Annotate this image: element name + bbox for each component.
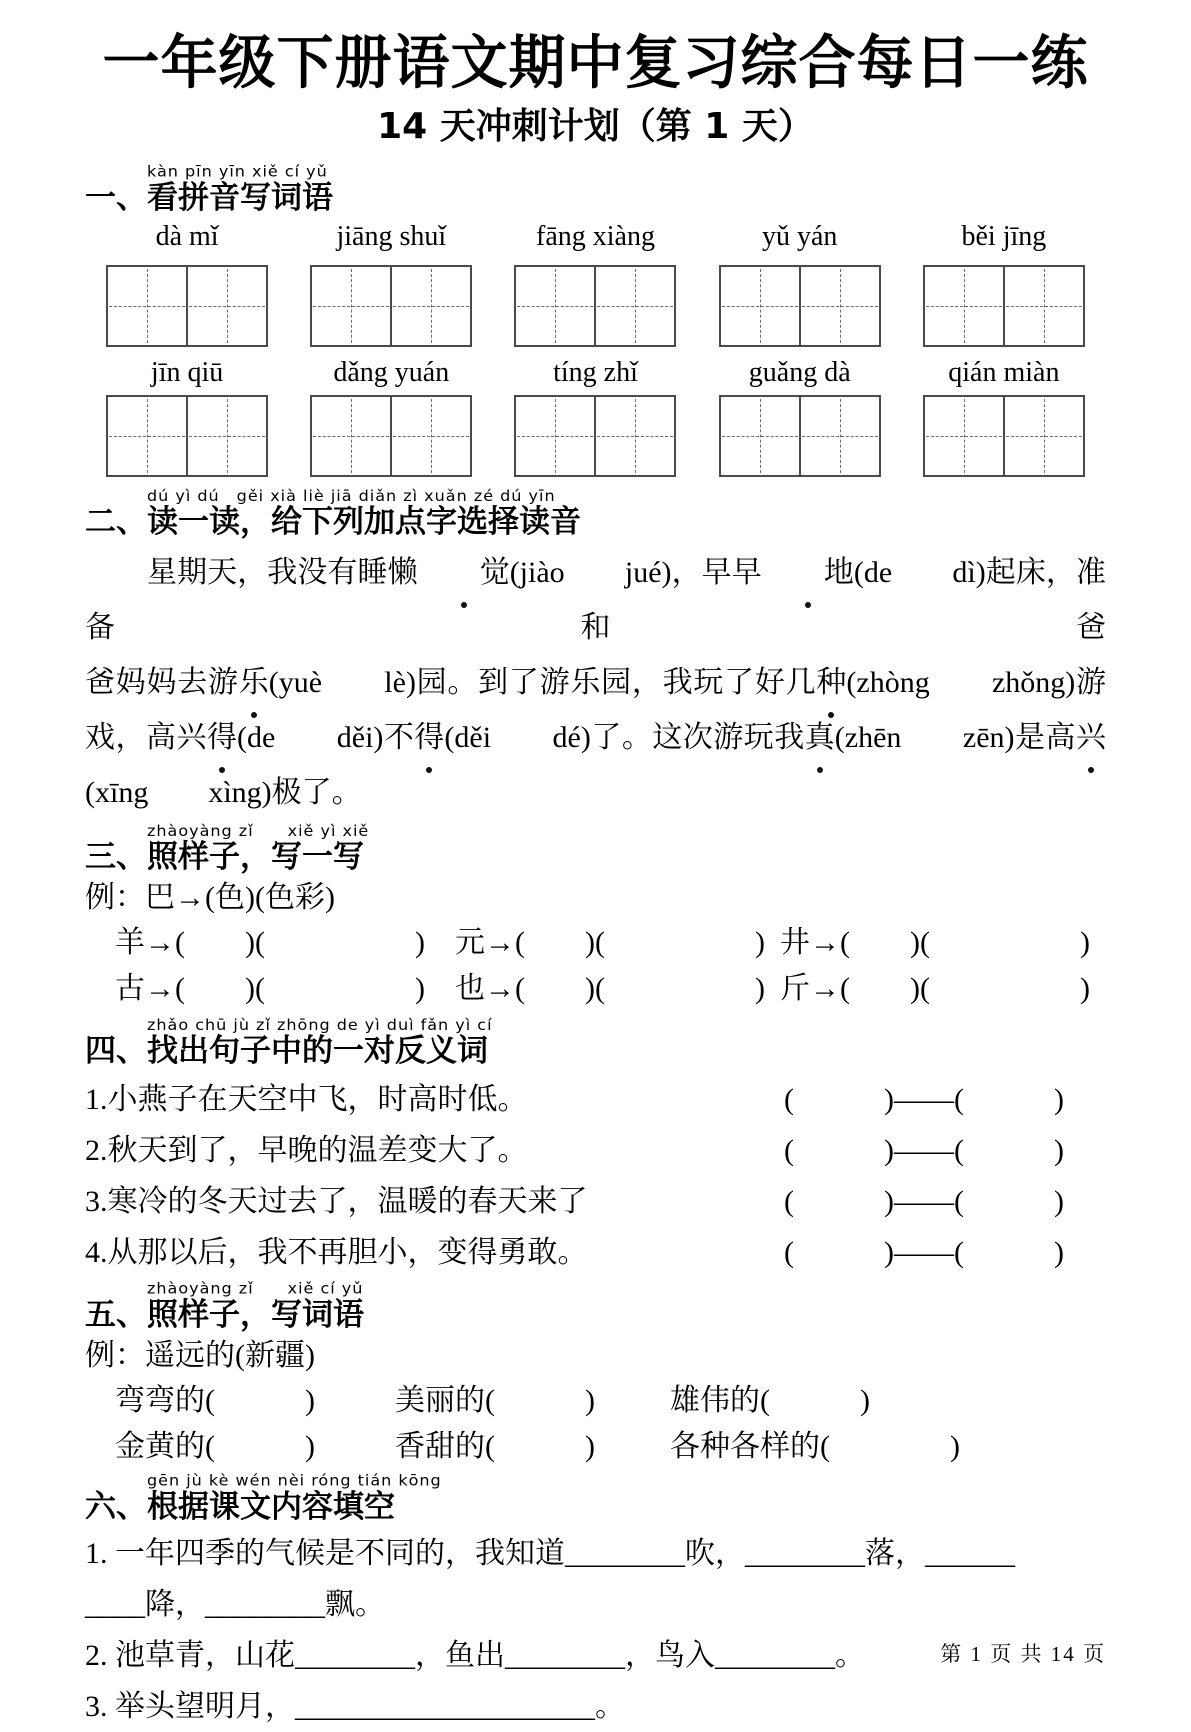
tianzige-cell[interactable] xyxy=(390,267,470,345)
antonym-row xyxy=(85,1074,1106,1125)
pinyin-label: tíng zhǐ xyxy=(553,356,638,388)
section-pinyin: zhàoyàng zǐ xiě yì xiě xyxy=(147,821,370,840)
writing-box-group xyxy=(514,265,676,347)
word-build-row xyxy=(85,966,1106,1012)
section-3-heading xyxy=(85,822,1106,874)
sentence: 4.从那以后，我不再胆小，变得勇敢。 xyxy=(85,1235,588,1269)
dotted-char: 兴 xyxy=(1076,710,1106,765)
fill-in-line: ____降，________飘。 xyxy=(85,1587,385,1621)
dotted-char: 乐 xyxy=(239,655,269,710)
tianzige-cell[interactable] xyxy=(312,267,390,345)
pinyin-label: běi jīng xyxy=(961,220,1047,252)
tianzige-cell[interactable] xyxy=(516,267,594,345)
pinyin-label: jiāng shuǐ xyxy=(336,220,447,252)
section-title: 找出句子中的一对反义词 xyxy=(147,1032,488,1069)
answer-brackets[interactable]: ( )——( ) xyxy=(784,1133,1064,1167)
pinyin-label: qián miàn xyxy=(948,356,1060,388)
section-4-heading xyxy=(85,1016,1106,1068)
pinyin-label: yǔ yán xyxy=(761,220,838,252)
section-title: 看拼音写词语 xyxy=(147,179,333,216)
word-build-item: 也→( )( ) xyxy=(455,971,765,1005)
tianzige-cell[interactable] xyxy=(925,397,1003,475)
tianzige-cell[interactable] xyxy=(108,267,186,345)
dotted-char: 得 xyxy=(207,710,237,765)
section-number: 一、 xyxy=(85,179,147,216)
answer-brackets[interactable]: ( )——( ) xyxy=(784,1082,1064,1116)
section-pinyin: zhàoyàng zǐ xiě cí yǔ xyxy=(147,1279,364,1298)
section-1-heading xyxy=(85,163,1106,215)
section-title: 根据课文内容填空 xyxy=(147,1488,395,1525)
tianzige-cell[interactable] xyxy=(1003,397,1083,475)
tianzige-cell[interactable] xyxy=(186,397,266,475)
dotted-char: 种 xyxy=(816,655,846,710)
section-title: 照样子，写一写 xyxy=(147,838,364,875)
section-number: 六、 xyxy=(85,1488,147,1525)
fill-in-line: 2. 池草青，山花________，鱼出________，鸟入________。 xyxy=(85,1638,865,1672)
dotted-char: 得 xyxy=(414,710,444,765)
tianzige-cell[interactable] xyxy=(312,397,390,475)
page-number: 第 1 页 共 14 页 xyxy=(940,1642,1106,1666)
dotted-char: 真 xyxy=(805,710,835,765)
section-5-heading xyxy=(85,1280,1106,1332)
tianzige-cell[interactable] xyxy=(925,267,1003,345)
page-title: 一年级下册语文期中复习综合每日一练 xyxy=(102,29,1089,97)
writing-boxes-row-2 xyxy=(85,395,1106,477)
tianzige-cell[interactable] xyxy=(721,397,799,475)
phrase-item: 雄伟的( ) xyxy=(670,1383,870,1417)
writing-box-group xyxy=(310,265,472,347)
word-build-item: 斤→( )( ) xyxy=(780,971,1090,1005)
writing-box-group xyxy=(719,395,881,477)
tianzige-cell[interactable] xyxy=(108,397,186,475)
tianzige-cell[interactable] xyxy=(721,267,799,345)
sentence: 1.小燕子在天空中飞，时高时低。 xyxy=(85,1082,528,1116)
antonym-row xyxy=(85,1176,1106,1227)
tianzige-cell[interactable] xyxy=(186,267,266,345)
word-build-item: 古→( )( ) xyxy=(115,971,425,1005)
phrase-item: 金黄的( ) xyxy=(115,1429,315,1463)
section-number: 三、 xyxy=(85,838,147,875)
antonym-row xyxy=(85,1125,1106,1176)
tianzige-cell[interactable] xyxy=(799,397,879,475)
pinyin-label: fāng xiàng xyxy=(536,220,655,252)
pinyin-label: dǎng yuán xyxy=(333,356,450,388)
antonym-row xyxy=(85,1227,1106,1278)
word-build-item: 羊→( )( ) xyxy=(115,925,425,959)
answer-brackets[interactable]: ( )——( ) xyxy=(784,1235,1064,1269)
section-6-heading xyxy=(85,1472,1106,1524)
phrase-item: 香甜的( ) xyxy=(395,1429,595,1463)
pinyin-label: jīn qiū xyxy=(150,356,224,388)
passage-line: 爸妈妈去游乐(yuè lè)园。到了游乐园，我玩了好几种(zhòng zhǒng)游 xyxy=(85,655,1106,710)
section-title: 读一读，给下列加点字选择读音 xyxy=(147,503,581,540)
writing-box-group xyxy=(719,265,881,347)
word-build-row xyxy=(85,920,1106,966)
writing-boxes-row-1 xyxy=(85,265,1106,347)
pinyin-label: guǎng dà xyxy=(748,356,851,388)
writing-box-group xyxy=(106,265,268,347)
sentence: 2.秋天到了，早晚的温差变大了。 xyxy=(85,1133,528,1167)
passage-line: (xīng xìng)极了。 xyxy=(85,775,362,809)
example-line: 例：遥远的(新疆) xyxy=(85,1338,315,1372)
tianzige-cell[interactable] xyxy=(799,267,879,345)
passage-line: 戏，高兴得(de děi)不得(děi dé)了。这次游玩我真(zhēn zēn)是高兴 xyxy=(85,710,1106,765)
section-pinyin: gēn jù kè wén nèi róng tián kōng xyxy=(147,1471,442,1490)
sentence: 3.寒冷的冬天过去了，温暖的春天来了 xyxy=(85,1184,588,1218)
section-title: 照样子，写词语 xyxy=(147,1296,364,1333)
writing-box-group xyxy=(923,265,1085,347)
section-number: 四、 xyxy=(85,1032,147,1069)
dotted-char: 觉 xyxy=(418,545,510,600)
writing-box-group xyxy=(106,395,268,477)
fill-in-line: 1. 一年四季的气候是不同的，我知道________吹，________落，______ xyxy=(85,1536,1015,1570)
section-number: 五、 xyxy=(85,1296,147,1333)
phrase-row xyxy=(85,1424,1106,1470)
answer-brackets[interactable]: ( )——( ) xyxy=(784,1184,1064,1218)
tianzige-cell[interactable] xyxy=(594,397,674,475)
writing-box-group xyxy=(310,395,472,477)
section-pinyin: zhǎo chū jù zǐ zhōng de yì duì fǎn yì cí xyxy=(147,1015,493,1034)
writing-box-group xyxy=(514,395,676,477)
dotted-char: 地 xyxy=(762,545,854,600)
section-pinyin: dú yì dú gěi xià liè jiā diǎn zì xuǎn zé dú yīn xyxy=(147,486,556,505)
fill-in-line: 3. 举头望明月，____________________。 xyxy=(85,1689,625,1723)
section-pinyin: kàn pīn yīn xiě cí yǔ xyxy=(147,162,328,181)
phrase-item: 各种各样的( ) xyxy=(670,1429,960,1463)
example-line: 例：巴→(色)(色彩) xyxy=(85,880,335,914)
word-build-item: 井→( )( ) xyxy=(780,925,1090,959)
tianzige-cell[interactable] xyxy=(594,267,674,345)
tianzige-cell[interactable] xyxy=(390,397,470,475)
pinyin-row-1 xyxy=(85,221,1106,253)
tianzige-cell[interactable] xyxy=(1003,267,1083,345)
tianzige-cell[interactable] xyxy=(516,397,594,475)
writing-box-group xyxy=(923,395,1085,477)
passage xyxy=(85,545,1106,820)
word-build-item: 元→( )( ) xyxy=(455,925,765,959)
passage-line: 星期天，我没有睡懒 觉(jiào jué)，早早 地(de dì)起床，准备和爸 xyxy=(85,545,1106,655)
pinyin-label: dà mǐ xyxy=(155,220,219,252)
phrase-row xyxy=(85,1378,1106,1424)
page-subtitle: 14 天冲刺计划（第 1 天） xyxy=(377,105,814,147)
phrase-item: 弯弯的( ) xyxy=(115,1383,315,1417)
phrase-item: 美丽的( ) xyxy=(395,1383,595,1417)
section-2-heading xyxy=(85,487,1106,539)
pinyin-row-2 xyxy=(85,357,1106,389)
section-number: 二、 xyxy=(85,503,147,540)
